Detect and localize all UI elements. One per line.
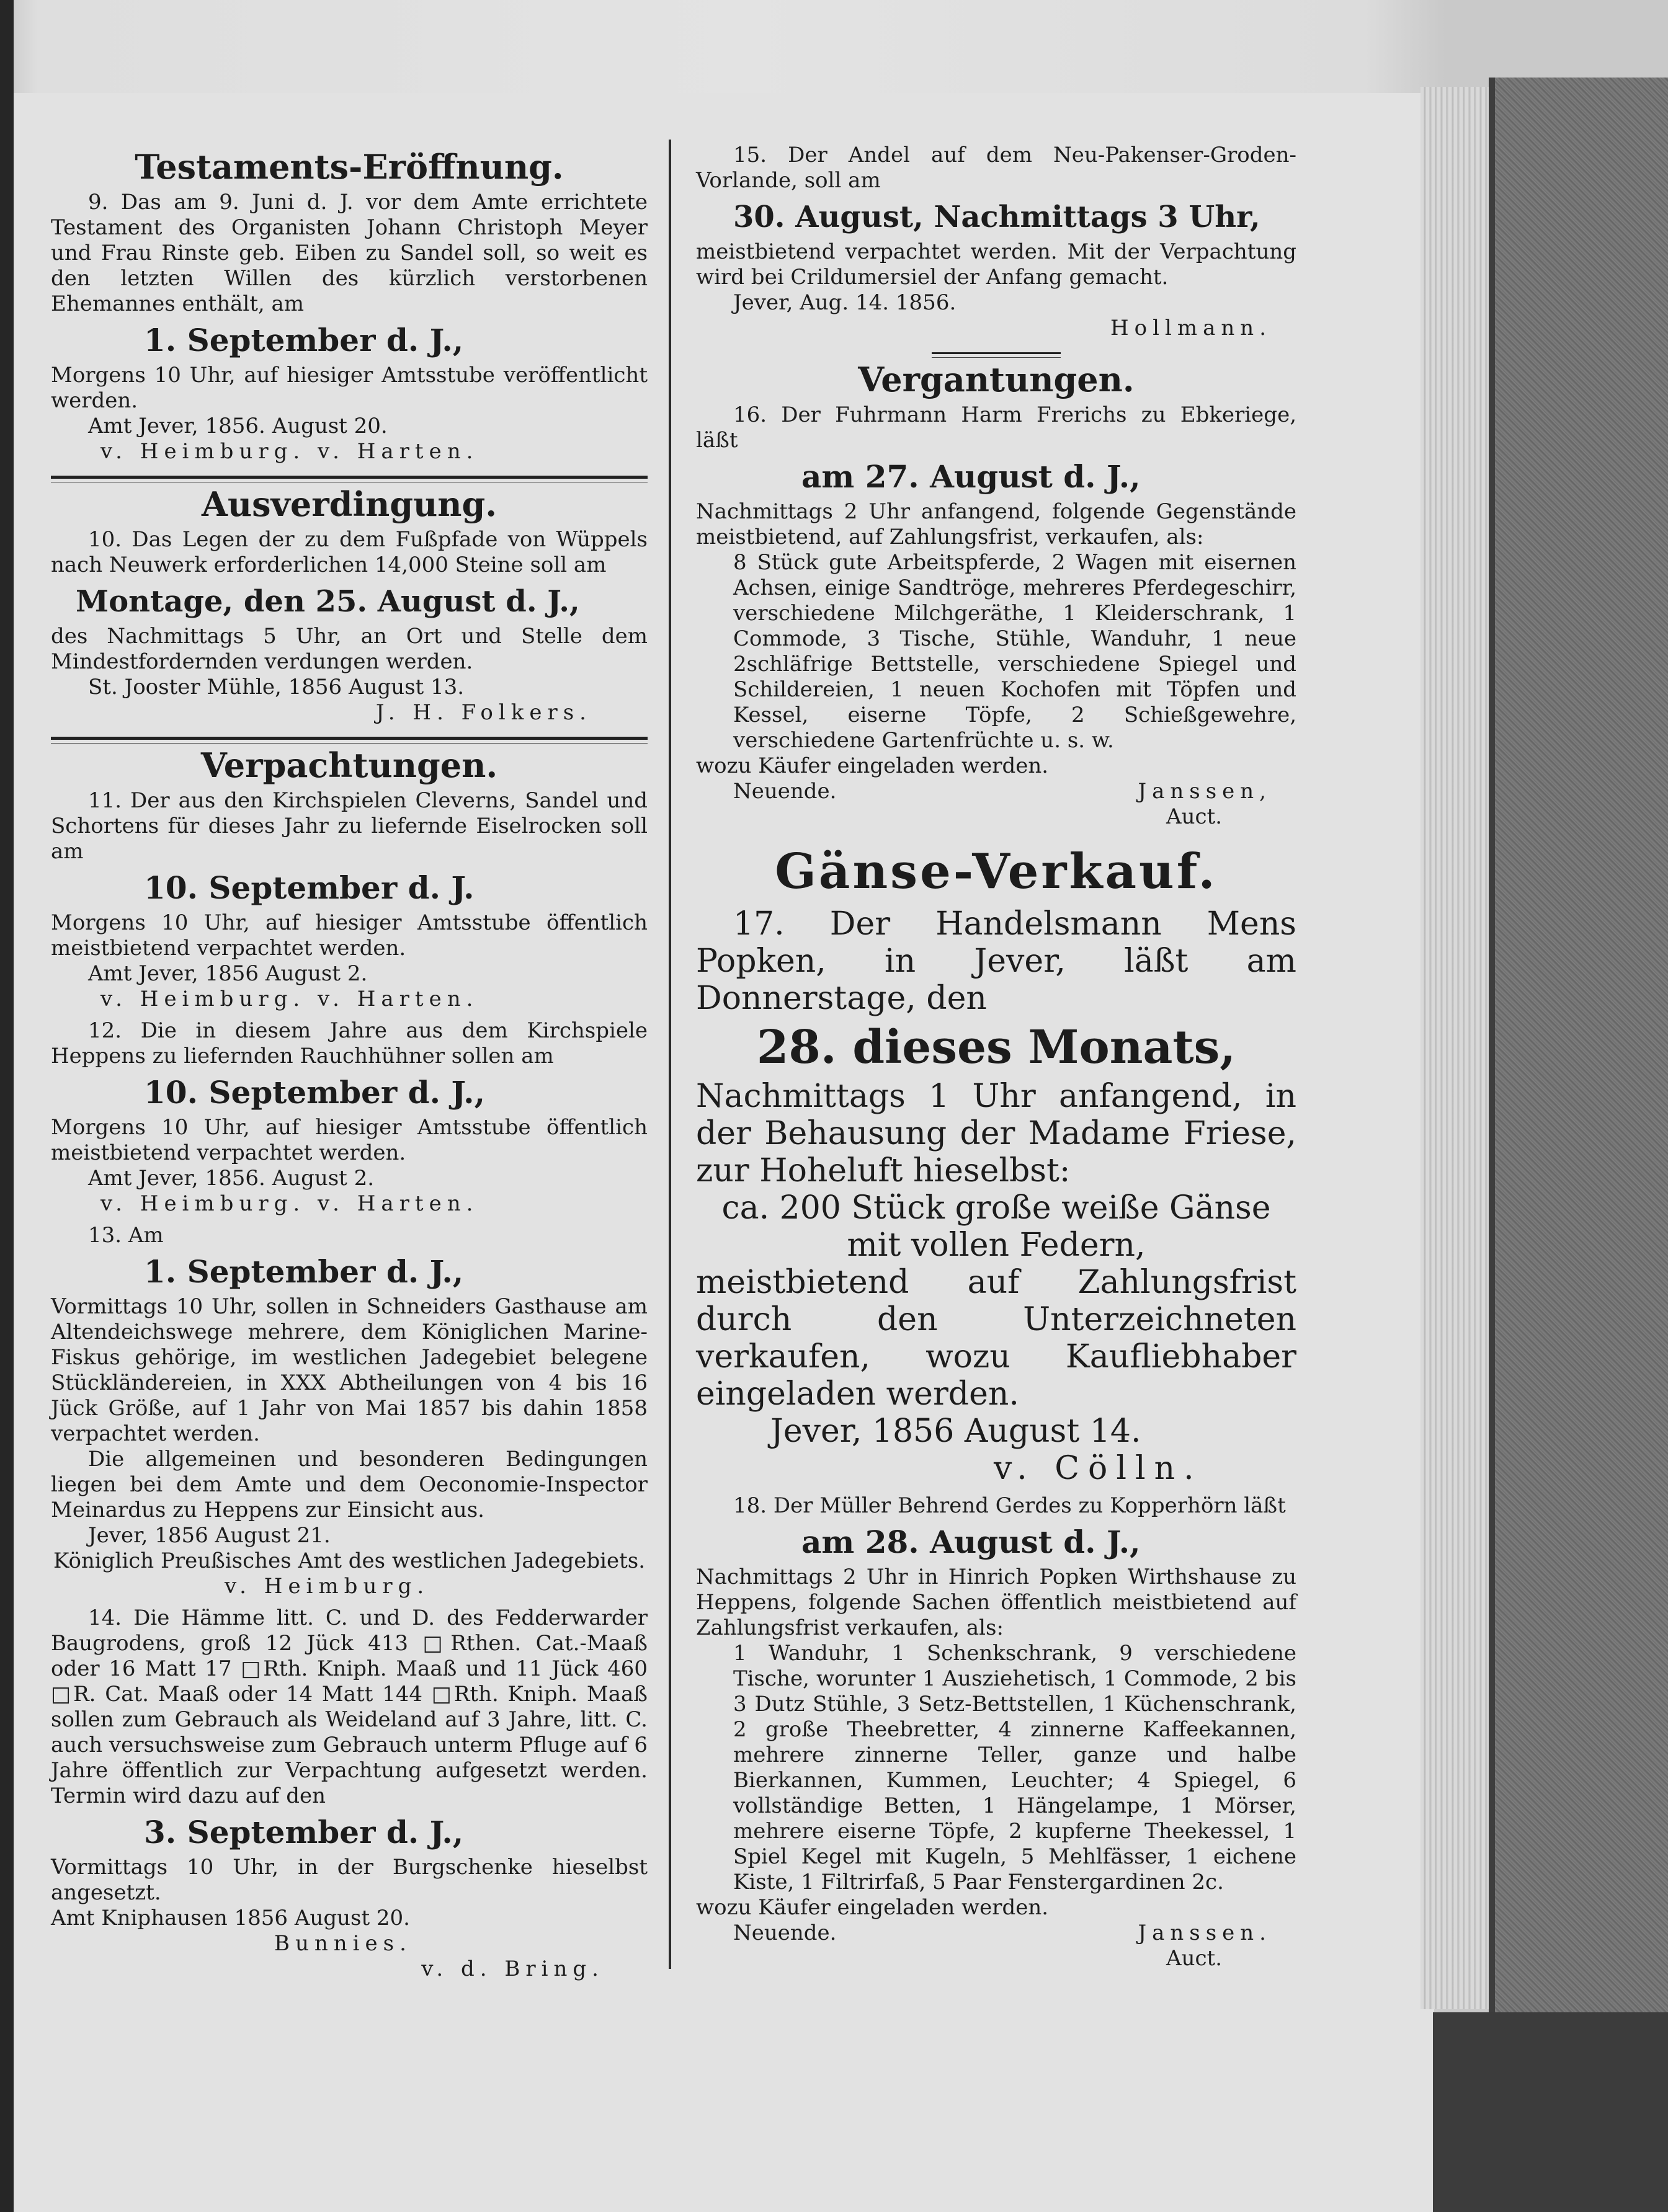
item-13-text-2: Vormittags 10 Uhr, sollen in Schneiders Gasthause am Altendeichswege mehrere, dem Königlichen Marine-Fiskus gehörige, im westlichen Jadegebiet belegene Stückländereien, in XXX Abtheilungen von 4 bis 16 Jück Größe, auf 1 Jahr von Mai 1857 bis dahin 1858 verpachtet werden. (51, 1294, 648, 1446)
item-13-signature: v. Heimburg. (225, 1574, 430, 1599)
scan-surface (1433, 2012, 1668, 2212)
item-18-text-3: wozu Käufer eingeladen werden. (696, 1895, 1049, 1920)
item-11-text-2: Morgens 10 Uhr, auf hiesiger Amtsstube öffentlich meistbietend verpachtet werden. (51, 910, 648, 961)
item-18-signature: Janssen. (1138, 1921, 1272, 1945)
ad-goose-sale-signature: v. Cölln. (994, 1450, 1203, 1487)
heading-testament: Testaments-Eröffnung. (135, 147, 564, 187)
item-12-text-2: Morgens 10 Uhr, auf hiesiger Amtsstube öffentlich meistbietend verpachtet werden. (51, 1115, 648, 1165)
section-rule (51, 737, 648, 740)
item-9-date: 1. September d. J., (144, 322, 464, 358)
item-15-signature: Hollmann. (1110, 316, 1272, 340)
item-14-signature-1: Bunnies. (274, 1931, 412, 1956)
item-10-text-2: des Nachmittags 5 Uhr, an Ort und Stelle dem Mindestfordernden verdungen werden. (51, 624, 648, 674)
item-9-signature: v. Heimburg. v. Harten. (100, 439, 479, 464)
ad-goose-sale-text: 17. Der Handelsmann Mens Popken, in Jever, läßt am Donnerstage, den (696, 905, 1296, 1017)
right-column (696, 143, 1296, 1971)
ad-goose-sale-text-3: meistbietend auf Zahlungsfrist durch den Unterzeichneten verkaufen, wozu Kaufliebhaber eingeladen werden. (696, 1264, 1296, 1413)
item-10-date: Montage, den 25. August d. J., (76, 584, 580, 619)
item-18-date: am 28. August d. J., (801, 1524, 1141, 1560)
item-16-text: 16. Der Fuhrmann Harm Frerichs zu Ebkeriege, läßt (696, 402, 1296, 453)
item-14-place: Amt Kniphausen 1856 August 20. (51, 1906, 410, 1930)
item-16-text-3: wozu Käufer eingeladen werden. (696, 753, 1049, 778)
item-15-date: 30. August, Nachmittags 3 Uhr, (733, 200, 1260, 234)
item-14-date: 3. September d. J., (144, 1814, 464, 1850)
item-13-text-3: Die allgemeinen und besonderen Bedingungen liegen bei dem Amte und dem Oeconomie-Inspector Meinardus zu Heppens zur Einsicht aus. (51, 1447, 648, 1522)
item-13-text: 13. Am (88, 1223, 164, 1248)
item-10-signature: J. H. Folkers. (375, 700, 592, 725)
item-13-office: Königlich Preußisches Amt des westlichen Jadegebiets. (53, 1548, 646, 1573)
item-11-date: 10. September d. J. (144, 869, 475, 906)
item-9-text: 9. Das am 9. Juni d. J. vor dem Amte errichtete Testament des Organisten Johann Christoph Meyer und Frau Rinste geb. Eiben zu Sandel soll, so weit es den letzten Willen des kürzlich verstorbenen Ehemannes enthält, am (51, 190, 648, 316)
section-rule (51, 476, 648, 479)
heading-ausverdingung: Ausverdingung. (201, 484, 497, 524)
item-14-text: 14. Die Hämme litt. C. und D. des Fedderwarder Baugrodens, groß 12 Jück 413 □Rthen. Cat.-Maaß oder 16 Matt 17 □Rth. Kniph. Maaß und 11 Jück 460 □R. Cat. Maaß oder 14 Matt 144 □Rth. Kniph. Maaß sollen zum Gebrauch als Weideland auf 3 Jahre, litt. C. auch versuchsweise zum Gebrauch unterm Pfluge auf 6 Jahre öffentlich zur Verpachtung aufgesetzt werden. Termin wird dazu auf den (51, 1606, 648, 1808)
item-15-place: Jever, Aug. 14. 1856. (733, 290, 957, 315)
item-18-place: Neuende. (733, 1921, 837, 1945)
item-12-place: Amt Jever, 1856. August 2. (88, 1166, 375, 1191)
ad-goose-sale-place: Jever, 1856 August 14. (770, 1413, 1141, 1450)
item-13-date: 1. September d. J., (144, 1253, 464, 1290)
item-9-text-2: Morgens 10 Uhr, auf hiesiger Amtsstube veröffentlicht werden. (51, 363, 648, 413)
book-gutter (0, 0, 14, 2212)
item-16-date: am 27. August d. J., (801, 458, 1141, 495)
item-15-text-2: meistbietend verpachtet werden. Mit der Verpachtung wird bei Crildumersiel der Anfang gemacht. (696, 239, 1296, 290)
item-18-list: 1 Wanduhr, 1 Schenkschrank, 9 verschiedene Tische, worunter 1 Ausziehetisch, 1 Commode, 2 bis 3 Dutz Stühle, 3 Setz-Bettstellen, 1 Küchenschrank, 2 große Theebretter, 4 zinnerne Kaffeekannen, mehrere zinnerne Teller, ganze und halbe Bierkannen, Kummen, Leuchter; 4 Spiegel, 6 vollständige Betten, 1 Hängelampe, 1 Mörser, mehrere eiserne Töpfe, 2 kupferne Theekessel, 1 Spiel Kegel mit Kugeln, 5 Mehlfässer, 1 eichene Kiste, 1 Filtrirfaß, 5 Paar Fenstergardinen 2c. (733, 1641, 1296, 1894)
item-16-role: Auct. (1166, 804, 1222, 829)
ad-goose-sale-title: Gänse-Verkauf. (775, 843, 1218, 900)
item-16-list: 8 Stück gute Arbeitspferde, 2 Wagen mit eisernen Achsen, einige Sandtröge, mehreres Pferdegeschirr, verschiedene Milchgeräthe, 1 Kleiderschrank, 1 Commode, 3 Tische, Stühle, Wanduhr, 1 neue 2schläfrige Bettstelle, verschiedene Spiegel und Schildereien, 1 neuen Kochofen mit Töpfen und Kessel, eiserne Töpfe, 2 Schießgewehre, verschiedene Gartenfrüchte u. s. w. (733, 550, 1296, 753)
item-16-place: Neuende. (733, 779, 837, 804)
heading-vergantungen: Vergantungen. (858, 360, 1135, 399)
item-9-place: Amt Jever, 1856. August 20. (88, 414, 388, 438)
book-cover (1495, 78, 1668, 2012)
ad-goose-sale-date: 28. dieses Monats, (756, 1021, 1236, 1074)
item-16-text-2: Nachmittags 2 Uhr anfangend, folgende Gegenstände meistbietend, auf Zahlungsfrist, verkaufen, als: (696, 499, 1296, 549)
item-12-date: 10. September d. J., (144, 1074, 485, 1111)
section-rule (932, 352, 1061, 354)
item-11-place: Amt Jever, 1856 August 2. (88, 961, 368, 986)
item-12-signature: v. Heimburg. v. Harten. (100, 1191, 479, 1216)
item-10-place: St. Jooster Mühle, 1856 August 13. (88, 675, 465, 700)
item-12-text: 12. Die in diesem Jahre aus dem Kirchspiele Heppens zu liefernden Rauchhühner sollen am (51, 1018, 648, 1068)
item-18-text-2: Nachmittags 2 Uhr in Hinrich Popken Wirthshause zu Heppens, folgende Sachen öffentlich meistbietend auf Zahlungsfrist verkaufen, als: (696, 1565, 1296, 1640)
item-16-signature: Janssen, (1138, 779, 1272, 804)
item-10-text: 10. Das Legen der zu dem Fußpfade von Wüppels nach Neuwerk erforderlichen 14,000 Steine soll am (51, 527, 648, 577)
item-11-text: 11. Der aus den Kirchspielen Cleverns, Sandel und Schortens für dieses Jahr zu liefernde Eiselrocken soll am (51, 788, 648, 864)
item-15-text: 15. Der Andel auf dem Neu-Pakenser-Groden-Vorlande, soll am (696, 143, 1296, 193)
item-13-place: Jever, 1856 August 21. (88, 1523, 331, 1548)
page-edges (1420, 87, 1495, 2009)
item-11-signature: v. Heimburg. v. Harten. (100, 987, 479, 1011)
item-14-signature-2: v. d. Bring. (421, 1957, 604, 1981)
left-column (51, 143, 648, 1982)
ad-goose-sale-text-2: Nachmittags 1 Uhr anfangend, in der Behausung der Madame Friese, zur Hoheluft hieselbst: (696, 1078, 1296, 1189)
ad-goose-sale-goods: ca. 200 Stück große weiße Gänse mit vollen Federn, (721, 1189, 1271, 1264)
heading-verpachtungen: Verpachtungen. (200, 745, 498, 785)
item-18-text: 18. Der Müller Behrend Gerdes zu Kopperhörn läßt (733, 1493, 1286, 1518)
column-divider (669, 140, 671, 1969)
item-14-text-2: Vormittags 10 Uhr, in der Burgschenke hieselbst angesetzt. (51, 1855, 648, 1905)
item-18-role: Auct. (1166, 1946, 1222, 1971)
